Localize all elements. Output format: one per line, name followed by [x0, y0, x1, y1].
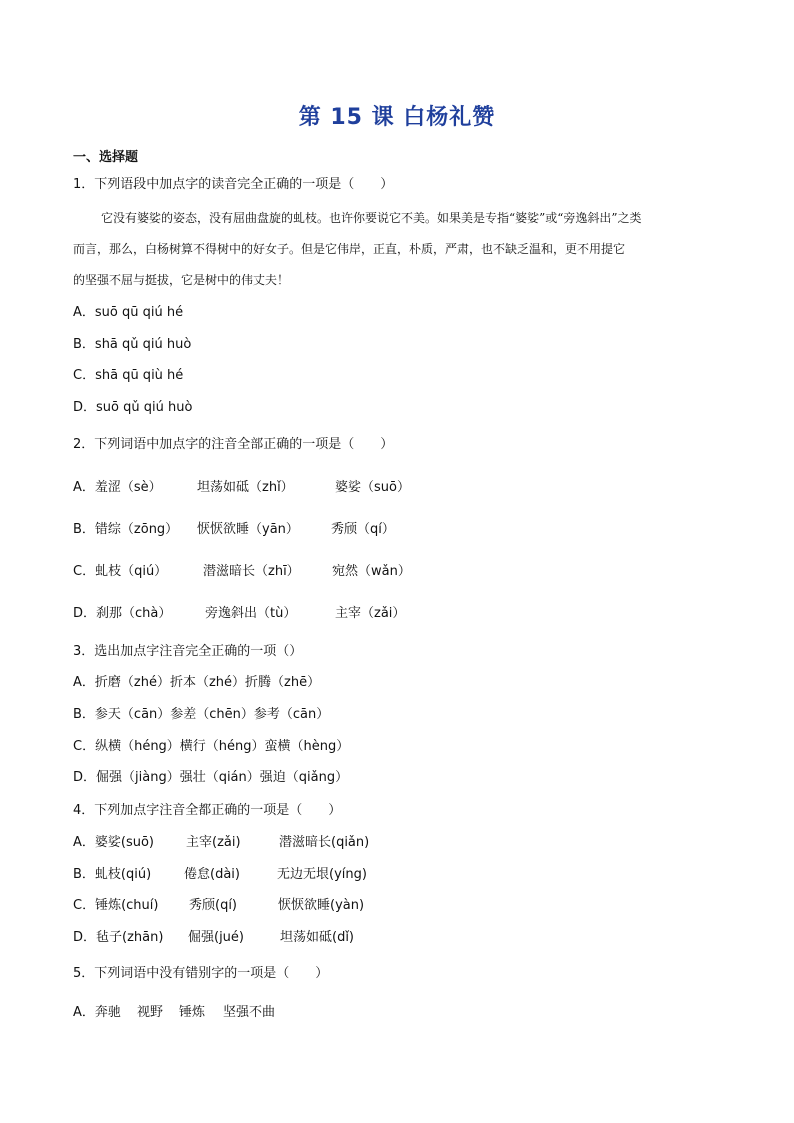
question-2-stem: 2．下列词语中加点字的注音全部正确的一项是（ ）	[73, 437, 394, 452]
question-1-stem: 1．下列语段中加点字的读音完全正确的一项是（ ）	[73, 177, 394, 192]
option-part: 恹恹欲睡（yān）	[197, 522, 299, 537]
option-part: B．虬枝(qiú)	[73, 867, 152, 882]
question-1-option-b: B．shā qǔ qiú huò	[73, 337, 192, 352]
question-1-passage-line-1: 它没有婆娑的姿态，没有屈曲盘旋的虬枝。也许你要说它不美。如果美是专指“婆娑”或“旁逸斜出”之类	[101, 211, 642, 225]
option-part: D．毡子(zhān)	[73, 930, 164, 945]
option-part: C．锤炼(chuí)	[73, 898, 159, 913]
question-1-option-a: A．suō qū qiú hé	[73, 305, 184, 320]
page-title: 第 15 课 白杨礼赞	[298, 105, 496, 130]
option-part: 秀颀（qí）	[331, 522, 395, 537]
option-part: 视野	[137, 1005, 164, 1020]
option-part: 主宰（zǎi）	[335, 606, 406, 621]
question-1-option-d: D．suō qǔ qiú huò	[73, 400, 193, 415]
option-part: 潜滋暗长(qiǎn)	[279, 835, 370, 850]
question-1-passage-line-3: 的坚强不屈与挺拔，它是树中的伟丈夫！	[73, 273, 290, 287]
option-part: 宛然（wǎn）	[332, 564, 411, 579]
question-3-stem: 3．选出加点字注音完全正确的一项（）	[73, 644, 303, 659]
option-part: B．错综（zōng）	[73, 522, 179, 537]
question-1-option-c: C．shā qū qiù hé	[73, 368, 184, 383]
option-part: A．婆娑(suō)	[73, 835, 155, 850]
question-4-stem: 4．下列加点字注音全都正确的一项是（ ）	[73, 803, 342, 818]
option-part: D．刹那（chà）	[73, 606, 172, 621]
option-part: 无边无垠(yíng)	[277, 867, 367, 882]
option-part: 恹恹欲睡(yàn)	[278, 898, 365, 913]
option-part: 潜滋暗长（zhī）	[203, 564, 300, 579]
option-part: C．虬枝（qiú）	[73, 564, 168, 579]
section-heading: 一、选择题	[73, 150, 139, 165]
option-part: A．羞涩（sè）	[73, 480, 162, 495]
option-part: 锤炼	[179, 1005, 206, 1020]
option-part: 倦怠(dài)	[184, 867, 240, 882]
option-part: 主宰(zǎi)	[186, 835, 241, 850]
question-3-option-d: D．倔强（jiàng）强壮（qián）强迫（qiǎng）	[73, 770, 349, 785]
option-part: 倔强(jué)	[188, 930, 244, 945]
question-3-option-b: B．参天（cān）参差（chēn）参考（cān）	[73, 707, 330, 722]
option-part: 旁逸斜出（tù）	[205, 606, 297, 621]
question-3-option-c: C．纵横（héng）横行（héng）蛮横（hèng）	[73, 739, 350, 754]
option-part: A．奔驰	[73, 1005, 121, 1020]
option-part: 坦荡如砥(dǐ)	[280, 930, 355, 945]
question-3-option-a: A．折磨（zhé）折本（zhé）折腾（zhē）	[73, 675, 321, 690]
option-part: 婆娑（suō）	[335, 480, 410, 495]
question-1-passage-line-2: 而言，那么，白杨树算不得树中的好女子。但是它伟岸，正直，朴质，严肃，也不缺乏温和，更不用提它	[73, 242, 626, 256]
option-part: 坚强不曲	[223, 1005, 276, 1020]
option-part: 秀颀(qí)	[189, 898, 238, 913]
option-part: 坦荡如砥（zhǐ）	[197, 480, 294, 495]
question-5-stem: 5．下列词语中没有错别字的一项是（ ）	[73, 966, 329, 981]
